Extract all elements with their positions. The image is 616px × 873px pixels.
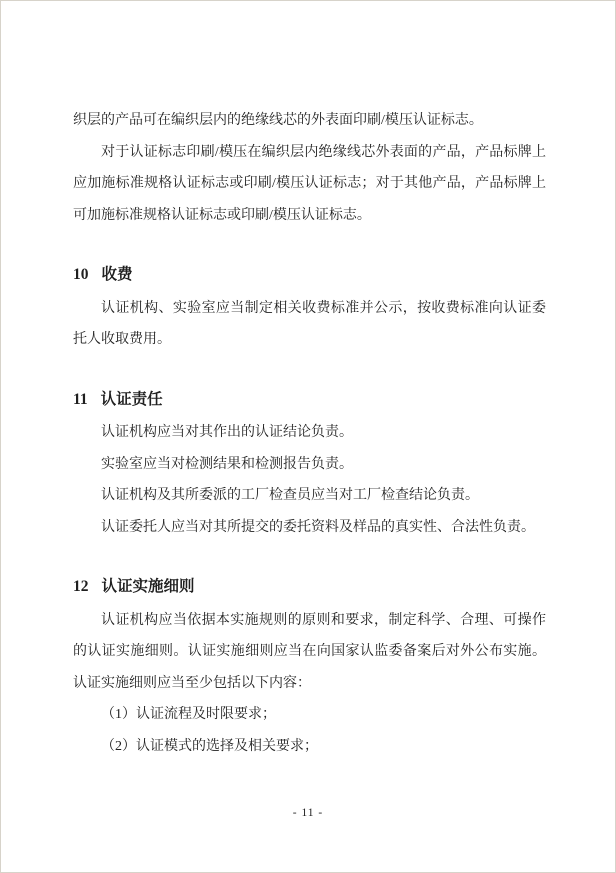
paragraph: 认证机构、实验室应当制定相关收费标准并公示，按收费标准向认证委托人收取费用。 [73,300,546,347]
paragraph: 认证机构应当依据本实施规则的原则和要求，制定科学、合理、可操作的认证实施细则。认证实施细则应当在向国家认监委备案后对外公布实施。认证实施细则应当至少包括以下内容： [73,612,546,691]
paragraph-continuation: 织层的产品可在编织层内的绝缘线芯的外表面印刷/模压认证标志。 [73,113,483,128]
section-heading-responsibility [73,384,546,416]
section-number: 12 [73,578,89,595]
section-heading-implementation-rules [73,571,546,603]
paragraph: 认证机构应当对其作出的认证结论负责。 [101,425,353,440]
section-number: 10 [73,266,89,283]
section-title: 认证实施细则 [101,578,195,595]
section-title: 认证责任 [100,390,163,408]
paragraph-marking-rules: 对于认证标志印刷/模压在编织层内绝缘线芯外表面的产品，产品标牌上应加施标准规格认证标志或印刷/模压认证标志；对于其他产品，产品标牌上可加施标准规格认证标志或印刷/模压认证标志。 [73,144,546,223]
section-title: 收费 [101,266,133,283]
section-heading-fees [73,259,546,291]
paragraph: 认证委托人应当对其所提交的委托资料及样品的真实性、合法性负责。 [101,519,535,535]
section-number: 11 [73,390,88,408]
page-number: - 11 - [292,807,324,819]
list-item: （1）认证流程及时限要求； [101,707,276,722]
document-body [73,105,546,762]
paragraph: 认证机构及其所委派的工厂检查员应当对工厂检查结论负责。 [101,488,479,503]
paragraph: 实验室应当对检测结果和检测报告负责。 [101,456,353,472]
list-item: （2）认证模式的选择及相关要求； [101,738,318,754]
